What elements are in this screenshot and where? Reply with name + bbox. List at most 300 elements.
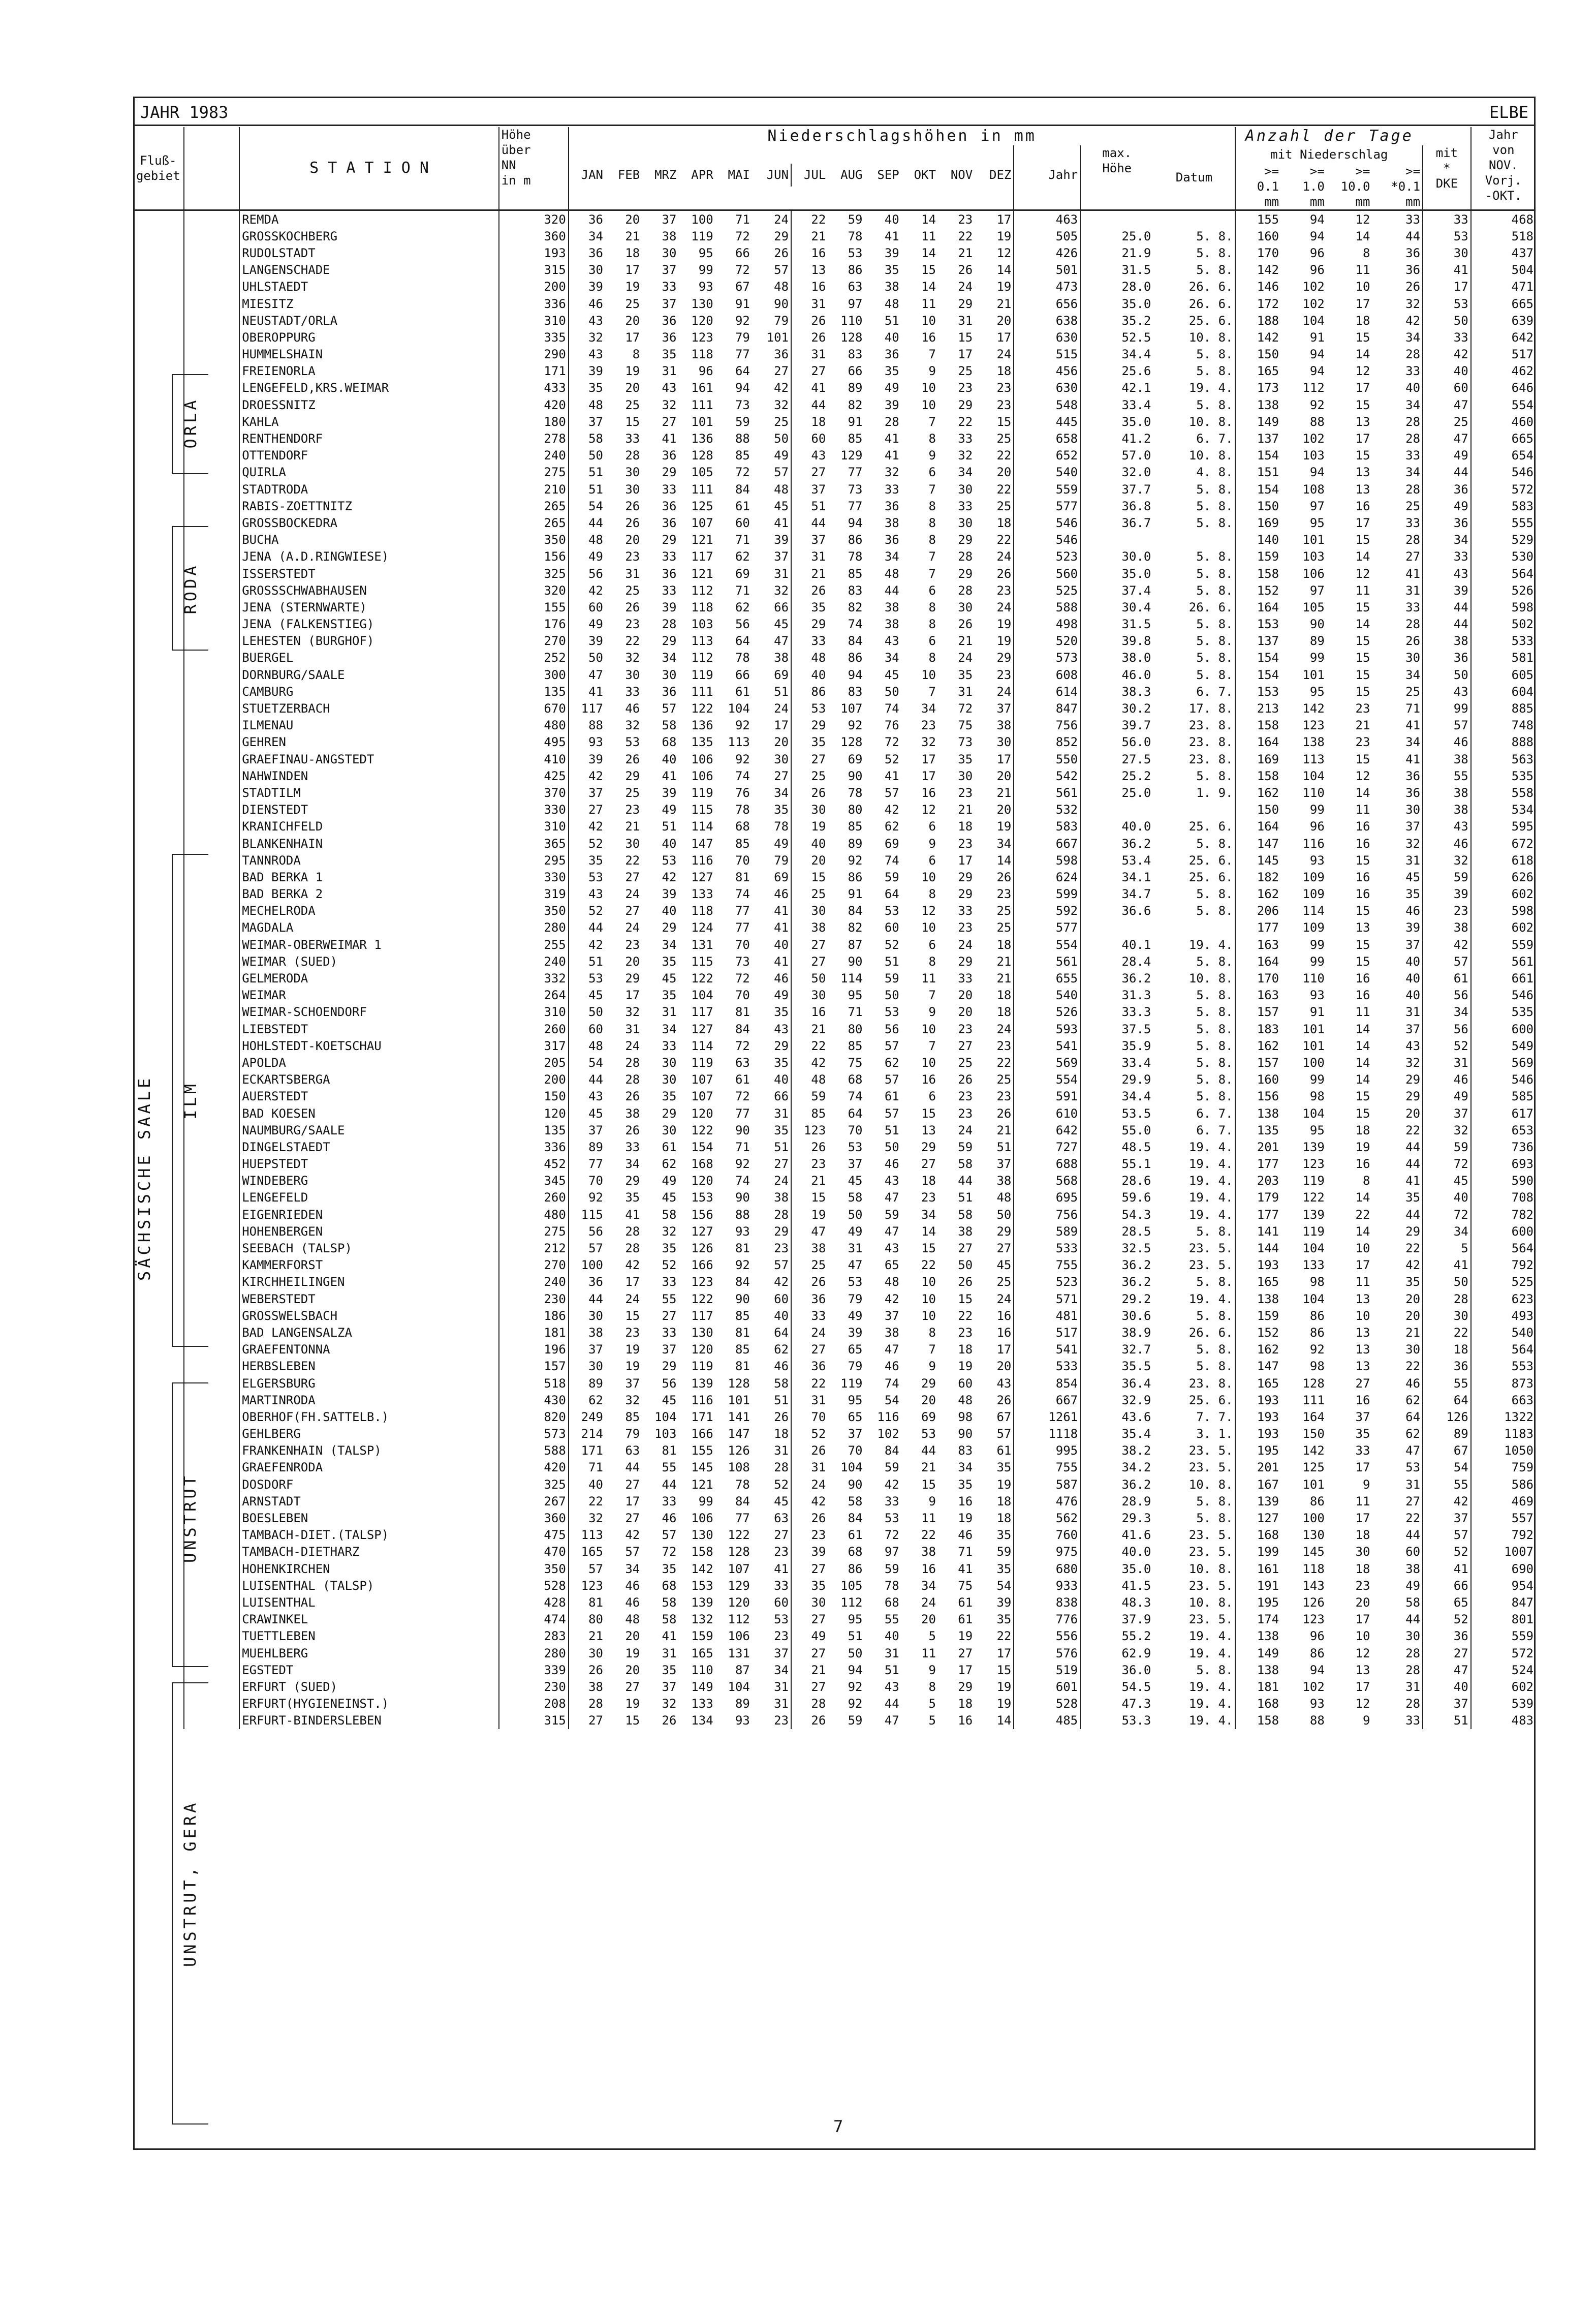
jan: 44 (588, 515, 603, 530)
okt: 8 (928, 432, 936, 446)
okt: 23 (921, 1190, 936, 1205)
table-row (133, 903, 1536, 919)
station-elevation: 475 (499, 1527, 569, 1544)
jul: 36 (811, 1291, 826, 1306)
aug: 114 (840, 971, 863, 986)
table-row (133, 1290, 1536, 1307)
aug: 92 (848, 1679, 863, 1694)
apr: 123 (691, 330, 713, 345)
table-row (133, 464, 1536, 481)
year-total: 598 (1014, 852, 1080, 869)
dez: 35 (975, 1527, 1014, 1544)
days-1-0: 125 (1302, 1460, 1325, 1475)
station-name: JENA (A.D.RINGWIESE) (239, 548, 499, 565)
days-dke: 61 (1423, 970, 1471, 987)
station-elevation: 474 (499, 1611, 569, 1628)
jan: 50 (588, 1005, 603, 1020)
mrz: 37 (662, 212, 677, 227)
dez: 57 (975, 1426, 1014, 1442)
col-thr-2: >= 1.0 mm (1302, 164, 1325, 209)
jan: 81 (588, 1595, 603, 1610)
jul: 26 (811, 1511, 826, 1526)
okt: 32 (921, 735, 936, 750)
sep: 62 (884, 819, 899, 834)
station-elevation: 196 (499, 1341, 569, 1358)
dez: 19 (975, 818, 1014, 835)
station-name: LEHESTEN (BURGHOF) (239, 633, 499, 650)
jan: 100 (581, 1258, 603, 1273)
days-dke: 49 (1423, 498, 1471, 514)
station-elevation: 335 (499, 329, 569, 346)
aug: 86 (848, 651, 863, 665)
days-10-0: 19 (1355, 1140, 1370, 1154)
max-date: 19. 4. (1153, 380, 1235, 396)
mai: 90 (735, 1123, 750, 1137)
days-10-0: 15 (1355, 1106, 1370, 1121)
max-height: 25.6 (1121, 364, 1151, 379)
table-row (133, 1577, 1536, 1594)
station-elevation: 820 (499, 1408, 569, 1425)
hydro-year: 653 (1511, 1123, 1534, 1137)
col-hoehe: Höhe über NN in m (499, 127, 569, 210)
days-1-0: 91 (1309, 330, 1325, 345)
station-name: MAGDALA (239, 919, 499, 936)
jul: 31 (811, 296, 826, 311)
station-name: SEEBACH (TALSP) (239, 1240, 499, 1256)
max-date: 5. 8. (1153, 1661, 1235, 1678)
apr: 126 (691, 1241, 713, 1256)
dez: 19 (975, 1696, 1014, 1712)
sep: 102 (877, 1427, 899, 1441)
nov: 23 (958, 1022, 973, 1036)
hydro-year: 885 (1511, 701, 1534, 716)
station-name: WEIMAR (SUED) (239, 953, 499, 970)
sep: 47 (884, 1190, 899, 1205)
apr: 128 (691, 448, 713, 463)
days-1-0: 94 (1309, 229, 1325, 243)
station-name: ERFURT(HYGIENEINST.) (239, 1696, 499, 1712)
jun: 58 (752, 1375, 791, 1392)
mrz: 35 (662, 347, 677, 362)
okt: 22 (921, 1258, 936, 1273)
station-elevation: 425 (499, 767, 569, 784)
nov: 72 (958, 701, 973, 716)
okt: 7 (928, 988, 936, 1003)
days-snow: 21 (1372, 1324, 1423, 1341)
nov: 16 (958, 1713, 973, 1728)
mrz: 33 (662, 1275, 677, 1289)
jun: 49 (752, 987, 791, 1004)
jan: 50 (588, 448, 603, 463)
days-dke: 53 (1423, 228, 1471, 244)
year-total: 501 (1014, 262, 1080, 279)
jun: 41 (752, 514, 791, 531)
station-elevation: 332 (499, 970, 569, 987)
okt: 12 (921, 904, 936, 918)
days-1-0: 97 (1309, 499, 1325, 513)
dez: 38 (975, 1173, 1014, 1189)
jul: 29 (811, 617, 826, 632)
jun: 49 (752, 835, 791, 852)
okt: 10 (921, 1022, 936, 1036)
days-10-0: 14 (1355, 785, 1370, 800)
jun: 24 (752, 700, 791, 717)
aug: 80 (848, 803, 863, 817)
sep: 56 (884, 1022, 899, 1036)
days-0-1: 137 (1257, 432, 1279, 446)
jun: 50 (752, 430, 791, 447)
max-height: 36.4 (1121, 1376, 1151, 1391)
jul: 37 (811, 533, 826, 547)
max-date: 10. 8. (1153, 329, 1235, 346)
mrz: 43 (662, 381, 677, 395)
days-dke: 51 (1423, 1712, 1471, 1729)
days-dke: 64 (1423, 1392, 1471, 1408)
station-elevation: 320 (499, 582, 569, 599)
mai: 71 (735, 1140, 750, 1154)
dez: 30 (975, 734, 1014, 751)
jan: 26 (588, 1663, 603, 1677)
table-row (133, 1594, 1536, 1611)
days-0-1: 142 (1257, 330, 1279, 345)
sep: 38 (884, 600, 899, 614)
feb: 26 (625, 752, 640, 766)
year-total: 559 (1014, 481, 1080, 498)
dez: 24 (975, 346, 1014, 363)
jul: 35 (811, 1578, 826, 1593)
table-row (133, 1324, 1536, 1341)
aug: 84 (848, 634, 863, 649)
mai: 141 (728, 1409, 750, 1424)
mrz: 39 (662, 887, 677, 902)
feb: 23 (625, 549, 640, 564)
days-0-1: 177 (1257, 920, 1279, 935)
station-elevation: 588 (499, 1442, 569, 1459)
feb: 20 (625, 1629, 640, 1644)
days-0-1: 193 (1257, 1393, 1279, 1407)
hydro-year: 553 (1511, 1359, 1534, 1374)
mai: 92 (735, 1258, 750, 1273)
hydro-year: 595 (1511, 819, 1534, 834)
jun: 41 (752, 1560, 791, 1577)
days-10-0: 16 (1355, 988, 1370, 1003)
year-total: 1118 (1014, 1426, 1080, 1442)
days-0-1: 149 (1257, 414, 1279, 429)
jan: 115 (581, 1207, 603, 1222)
days-snow: 28 (1372, 346, 1423, 363)
apr: 147 (691, 836, 713, 851)
max-height: 32.9 (1121, 1393, 1151, 1407)
jul: 70 (811, 1409, 826, 1424)
dez: 19 (975, 1476, 1014, 1493)
station-name: ILMENAU (239, 717, 499, 734)
station-name: WEIMAR (239, 987, 499, 1004)
col-month-6: JUN (752, 164, 791, 187)
aug: 95 (848, 988, 863, 1003)
feb: 29 (625, 768, 640, 783)
feb: 19 (625, 364, 640, 379)
col-jahr-vorj: Jahr von NOV. Vorj. -OKT. (1485, 128, 1522, 203)
days-dke: 49 (1423, 447, 1471, 464)
nov: 30 (958, 600, 973, 614)
station-elevation: 270 (499, 1257, 569, 1274)
sep: 36 (884, 499, 899, 513)
days-0-1: 147 (1257, 1359, 1279, 1374)
hydro-year: 642 (1511, 330, 1534, 345)
year-total: 847 (1014, 700, 1080, 717)
nov: 23 (958, 1089, 973, 1104)
max-date (1153, 919, 1235, 936)
days-1-0: 101 (1302, 1477, 1325, 1492)
col-max-hoehe: max. Höhe (1102, 146, 1132, 175)
station-elevation: 205 (499, 1054, 569, 1071)
station-elevation: 230 (499, 1678, 569, 1695)
hydro-year: 468 (1511, 212, 1534, 227)
jan: 48 (588, 1038, 603, 1053)
year-total: 560 (1014, 565, 1080, 582)
year-total: 656 (1014, 295, 1080, 312)
days-0-1: 144 (1257, 1241, 1279, 1256)
nov: 18 (958, 1697, 973, 1711)
days-10-0: 18 (1355, 1528, 1370, 1543)
days-1-0: 102 (1302, 280, 1325, 294)
feb: 17 (625, 988, 640, 1003)
table-row (133, 1544, 1536, 1560)
feb: 46 (625, 701, 640, 716)
max-height: 39.8 (1121, 634, 1151, 649)
mrz: 68 (662, 1578, 677, 1593)
year-total: 608 (1014, 666, 1080, 683)
aug: 61 (848, 1528, 863, 1543)
days-dke: 30 (1423, 1307, 1471, 1324)
days-snow: 33 (1372, 210, 1423, 228)
table-row (133, 1173, 1536, 1189)
jun: 23 (752, 1544, 791, 1560)
max-height: 34.4 (1121, 347, 1151, 362)
days-0-1: 157 (1257, 1055, 1279, 1070)
feb: 34 (625, 1561, 640, 1576)
days-dke: 38 (1423, 802, 1471, 818)
max-date: 19. 4. (1153, 1156, 1235, 1173)
jan: 89 (588, 1376, 603, 1391)
sep: 38 (884, 515, 899, 530)
days-0-1: 213 (1257, 701, 1279, 716)
days-10-0: 12 (1355, 212, 1370, 227)
days-10-0: 15 (1355, 853, 1370, 868)
feb: 29 (625, 971, 640, 986)
max-height: 29.2 (1121, 1291, 1151, 1306)
okt: 6 (928, 853, 936, 868)
mai: 72 (735, 263, 750, 278)
feb: 35 (625, 1190, 640, 1205)
station-name: WINDEBERG (239, 1173, 499, 1189)
days-1-0: 98 (1309, 1275, 1325, 1289)
station-name: JENA (STERNWARTE) (239, 599, 499, 615)
nov: 16 (958, 1494, 973, 1508)
feb: 23 (625, 803, 640, 817)
aug: 53 (848, 245, 863, 260)
col-datum: Datum (1153, 145, 1235, 210)
apr: 134 (691, 1713, 713, 1728)
nov: 22 (958, 229, 973, 243)
jan: 43 (588, 313, 603, 328)
feb: 28 (625, 1072, 640, 1087)
jul: 35 (811, 735, 826, 750)
days-0-1: 158 (1257, 1713, 1279, 1728)
mrz: 39 (662, 600, 677, 614)
table-row (133, 346, 1536, 363)
sep: 76 (884, 718, 899, 733)
days-1-0: 128 (1302, 1376, 1325, 1391)
max-date: 5. 8. (1153, 1307, 1235, 1324)
jul: 26 (811, 1275, 826, 1289)
year-total: 498 (1014, 616, 1080, 633)
hydro-year: 600 (1511, 1224, 1534, 1239)
jun: 46 (752, 886, 791, 903)
jan: 54 (588, 1055, 603, 1070)
station-name: BAD BERKA 1 (239, 869, 499, 885)
sep: 61 (884, 1089, 899, 1104)
station-elevation: 420 (499, 396, 569, 413)
station-name: DOSDORF (239, 1476, 499, 1493)
jun: 35 (752, 802, 791, 818)
days-snow: 20 (1372, 1307, 1423, 1324)
year-total: 456 (1014, 363, 1080, 380)
col-subbasin (184, 127, 240, 210)
max-date: 26. 6. (1153, 295, 1235, 312)
dez: 67 (975, 1408, 1014, 1425)
mrz: 32 (662, 1697, 677, 1711)
days-snow: 35 (1372, 886, 1423, 903)
table-row (133, 1678, 1536, 1695)
apr: 120 (691, 1174, 713, 1188)
apr: 121 (691, 1477, 713, 1492)
max-date: 23. 5. (1153, 1544, 1235, 1560)
days-0-1: 179 (1257, 1190, 1279, 1205)
max-height: 39.7 (1121, 718, 1151, 733)
max-height: 38.2 (1121, 1443, 1151, 1458)
sep: 57 (884, 785, 899, 800)
days-dke: 55 (1423, 1476, 1471, 1493)
okt: 10 (921, 1291, 936, 1306)
dez: 21 (975, 295, 1014, 312)
sep: 44 (884, 583, 899, 598)
days-dke: 33 (1423, 548, 1471, 565)
feb: 20 (625, 954, 640, 969)
station-name: MECHELRODA (239, 903, 499, 919)
max-height (1080, 210, 1153, 228)
mai: 74 (735, 768, 750, 783)
days-10-0: 14 (1355, 1055, 1370, 1070)
col-flussgebiet: Fluß- gebiet (133, 127, 184, 210)
okt: 38 (921, 1545, 936, 1559)
days-1-0: 113 (1302, 752, 1325, 766)
days-snow: 36 (1372, 767, 1423, 784)
sep: 64 (884, 887, 899, 902)
days-snow: 36 (1372, 784, 1423, 801)
apr: 119 (691, 1359, 713, 1374)
jun: 48 (752, 481, 791, 498)
apr: 155 (691, 1443, 713, 1458)
days-0-1: 158 (1257, 768, 1279, 783)
hydro-year: 502 (1511, 617, 1534, 632)
station-name: MUEHLBERG (239, 1645, 499, 1661)
max-height: 59.6 (1121, 1190, 1151, 1205)
table-row (133, 1054, 1536, 1071)
station-name: HUMMELSHAIN (239, 346, 499, 363)
sep: 59 (884, 1460, 899, 1475)
days-1-0: 94 (1309, 364, 1325, 379)
sep: 48 (884, 1275, 899, 1289)
year-total: 760 (1014, 1527, 1080, 1544)
table-row (133, 852, 1536, 869)
feb: 30 (625, 836, 640, 851)
max-height: 37.4 (1121, 583, 1151, 598)
year-total: 554 (1014, 1071, 1080, 1088)
col-month-10: OKT (914, 168, 936, 182)
days-dke: 66 (1423, 1577, 1471, 1594)
max-height: 34.2 (1121, 1460, 1151, 1475)
max-height: 43.6 (1121, 1409, 1151, 1424)
aug: 50 (848, 1207, 863, 1222)
max-date: 5. 8. (1153, 548, 1235, 565)
sep: 51 (884, 313, 899, 328)
jul: 21 (811, 1174, 826, 1188)
apr: 119 (691, 1055, 713, 1070)
feb: 26 (625, 499, 640, 513)
mrz: 58 (662, 718, 677, 733)
aug: 66 (848, 364, 863, 379)
days-10-0: 12 (1355, 566, 1370, 581)
station-name: NEUSTADT/ORLA (239, 312, 499, 329)
hydro-year: 1050 (1504, 1443, 1534, 1458)
apr: 113 (691, 634, 713, 649)
hydro-year: 559 (1511, 937, 1534, 952)
table-row (133, 514, 1536, 531)
days-1-0: 108 (1302, 482, 1325, 497)
aug: 53 (848, 1275, 863, 1289)
mrz: 29 (662, 1359, 677, 1374)
mai: 89 (735, 1697, 750, 1711)
station-elevation: 310 (499, 1004, 569, 1021)
max-height: 30.4 (1121, 600, 1151, 614)
days-dke: 44 (1423, 464, 1471, 481)
jan: 249 (581, 1409, 603, 1424)
nov: 58 (958, 1207, 973, 1222)
aug: 90 (848, 768, 863, 783)
max-date: 19. 4. (1153, 1712, 1235, 1729)
year-total: 852 (1014, 734, 1080, 751)
station-name: FREIENORLA (239, 363, 499, 380)
jan: 37 (588, 1123, 603, 1137)
mrz: 57 (662, 701, 677, 716)
days-snow: 39 (1372, 919, 1423, 936)
year-total: 476 (1014, 1493, 1080, 1510)
station-elevation: 365 (499, 835, 569, 852)
sep: 48 (884, 296, 899, 311)
apr: 159 (691, 1629, 713, 1644)
days-0-1: 193 (1257, 1258, 1279, 1273)
okt: 10 (921, 313, 936, 328)
table-row (133, 886, 1536, 903)
hydro-year: 564 (1511, 566, 1534, 581)
jul: 27 (811, 954, 826, 969)
apr: 119 (691, 785, 713, 800)
days-1-0: 143 (1302, 1578, 1325, 1593)
aug: 82 (848, 397, 863, 412)
max-date: 5. 8. (1153, 903, 1235, 919)
mai: 61 (735, 684, 750, 699)
